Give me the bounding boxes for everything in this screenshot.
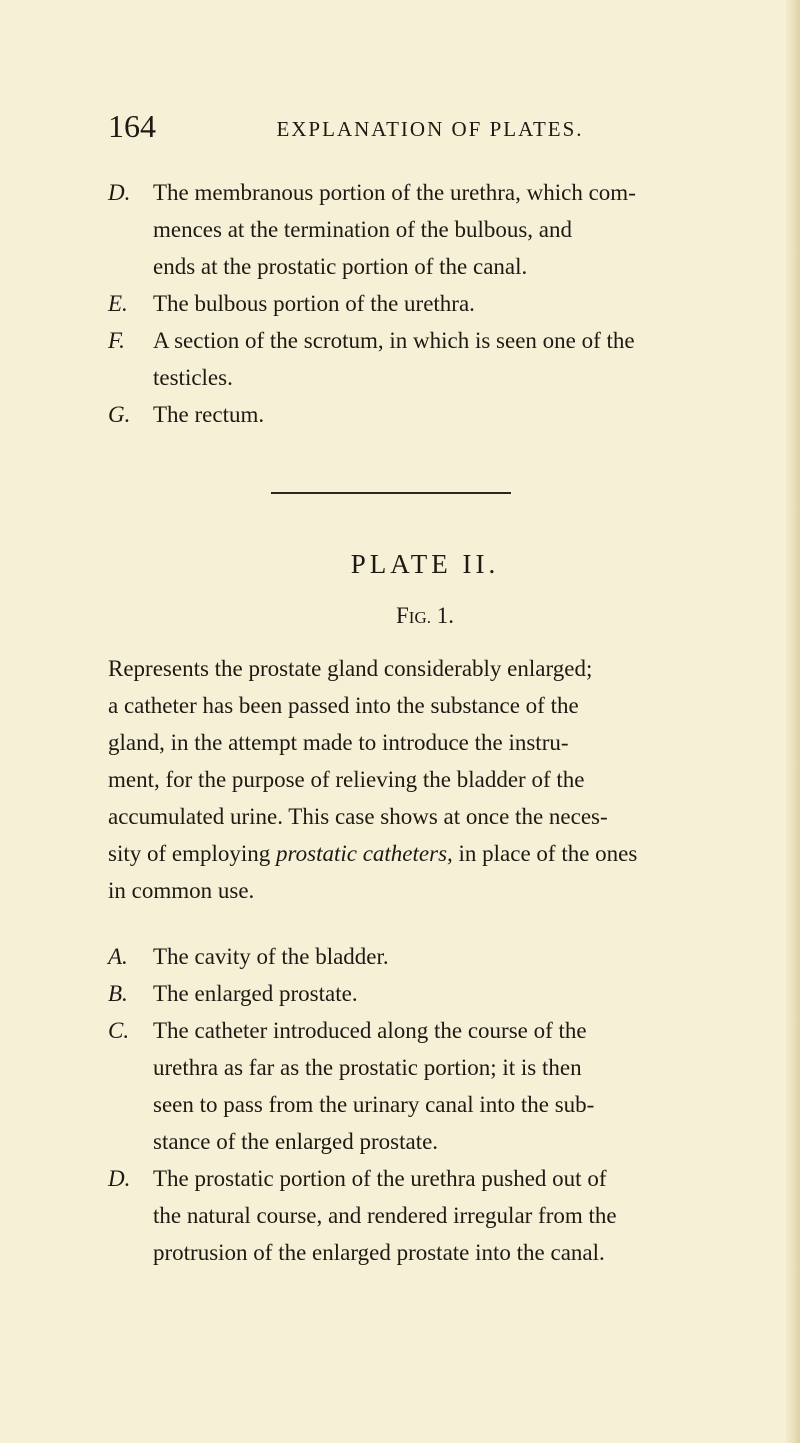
italic-term: prostatic catheters, — [276, 841, 453, 866]
entry-letter: D. — [108, 1166, 131, 1191]
entry-letter: E. — [108, 291, 128, 316]
text-line: gland, in the attempt made to introduce the instru- — [108, 730, 569, 755]
figure-label — [108, 596, 742, 638]
legend-entry-b — [108, 975, 742, 1012]
text-line: The enlarged prostate. — [153, 981, 358, 1006]
running-title: EXPLANATION OF PLATES. — [276, 117, 584, 141]
fig-small-caps: IG. — [408, 608, 431, 627]
legend-entry-a — [108, 938, 742, 975]
entry-letter: B. — [108, 981, 128, 1006]
description-paragraph — [108, 650, 742, 909]
entry-letter: G. — [108, 402, 131, 427]
text-line: The catheter introduced along the course of the — [153, 1018, 587, 1043]
text-line: in common use. — [108, 878, 255, 903]
fig-number: 1. — [436, 603, 454, 628]
page-body — [108, 174, 742, 1271]
text-line: ends at the prostatic portion of the canal. — [153, 254, 528, 279]
page-edge — [786, 0, 800, 1443]
text-line: Represents the prostate gland considerably enlarged; — [108, 656, 593, 681]
legend-entry-f — [108, 322, 742, 396]
text-line — [108, 835, 742, 872]
text-line: The rectum. — [153, 402, 265, 427]
legend-entry-d-membranous — [108, 174, 742, 285]
entry-letter: A. — [108, 944, 128, 969]
text-line: a catheter has been passed into the substance of the — [108, 693, 579, 718]
entry-letter: F. — [108, 328, 125, 353]
text-line: protrusion of the enlarged prostate into the canal. — [153, 1240, 605, 1265]
legend-entry-c — [108, 1012, 742, 1160]
entry-letter: D. — [108, 180, 131, 205]
text-line: urethra as far as the prostatic portion; it is then — [153, 1055, 582, 1080]
text-line: The prostatic portion of the urethra pushed out of — [153, 1166, 607, 1191]
text-line: mences at the termination of the bulbous, and — [153, 217, 572, 242]
text-line: seen to pass from the urinary canal into the sub- — [153, 1092, 595, 1117]
text-line: ment, for the purpose of relieving the bladder of the — [108, 767, 585, 792]
text-line: A section of the scrotum, in which is seen one of the — [153, 328, 635, 353]
text-line: The membranous portion of the urethra, which com- — [153, 180, 636, 205]
legend-entry-d-prostatic — [108, 1160, 742, 1271]
text-line: The bulbous portion of the urethra. — [153, 291, 475, 316]
line-start: sity of employing — [108, 841, 277, 866]
page-header — [0, 106, 800, 156]
text-line: The cavity of the bladder. — [153, 944, 389, 969]
legend-entry-e — [108, 285, 742, 322]
entry-letter: C. — [108, 1018, 130, 1043]
page-number: 164 — [108, 108, 156, 144]
section-divider — [108, 433, 742, 544]
fig-initial: F — [396, 603, 409, 628]
divider-rule — [271, 492, 511, 494]
legend-entry-g — [108, 396, 742, 433]
text-line: accumulated urine. This case shows at once the neces- — [108, 804, 608, 829]
line-end: in place of the ones — [452, 841, 638, 866]
text-line: the natural course, and rendered irregular from the — [153, 1203, 617, 1228]
plate-title: PLATE II. — [350, 549, 500, 579]
text-line: stance of the enlarged prostate. — [153, 1129, 439, 1154]
text-line: testicles. — [153, 365, 233, 390]
